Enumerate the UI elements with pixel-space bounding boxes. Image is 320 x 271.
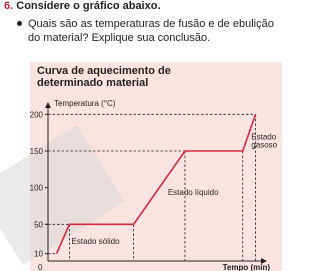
question-text: Considere o gráfico abaixo. (16, 0, 161, 12)
state-annotation: Estado sólido (71, 237, 120, 247)
y-axis-arrow-icon (45, 102, 51, 108)
state-annotation: Estado líquido (167, 188, 219, 197)
chart-series (57, 114, 256, 253)
y-tick-label: 200 (29, 110, 43, 120)
chart-title: Curva de aquecimento de determinado material (37, 65, 171, 89)
y-tick-label: 150 (29, 147, 43, 156)
chart-ticks (30, 110, 48, 271)
y-tick-label: 10 (34, 249, 43, 259)
state-annotation: gasoso (251, 140, 278, 150)
y-tick-label: 100 (29, 183, 43, 193)
chart-labels (54, 99, 278, 271)
x-origin-label: 0 (38, 263, 43, 271)
x-axis-label: Tempo (min) (222, 263, 270, 271)
question-bullet: Quais são as temperaturas de fusão e de ebulição do material? Explique sua conclusão. (28, 18, 274, 44)
y-axis-label: Temperatura (°C) (54, 99, 116, 108)
state-annotation: Estado (251, 132, 277, 142)
y-tick-label: 50 (34, 220, 43, 230)
question-number: 6. (4, 0, 14, 12)
heating-curve-line (57, 114, 256, 253)
